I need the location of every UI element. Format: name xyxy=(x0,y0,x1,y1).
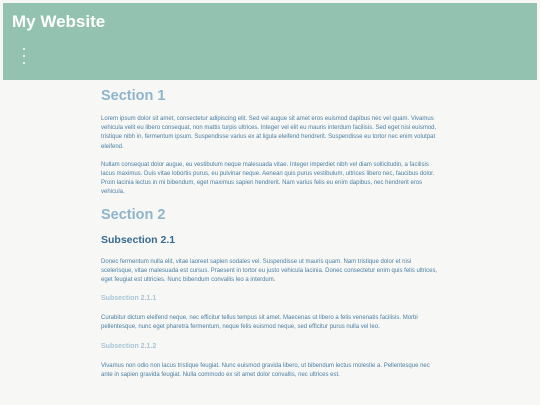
vertical-ellipsis-icon[interactable] xyxy=(21,48,27,68)
menu-dot xyxy=(23,48,25,50)
subsection-2-1-2-title: Subsection 2.1.2 xyxy=(101,342,157,350)
subsection-2-1-1-title: Subsection 2.1.1 xyxy=(101,295,157,303)
section-1 xyxy=(101,88,441,198)
main-content xyxy=(101,88,441,389)
site-title[interactable]: My Website xyxy=(12,12,106,31)
subsection-2-1-paragraph: Donec fermentum nulla elit, vitae laoreet sapien sodales vel. Suspendisse ut mauris quam. Nam tristique dolor et nisi scelerisque, vitae malesuada est cursus. Praesent in tortor eu justo vehicula lacinia. Donec consectetur enim quis felis ultrices, eget feugiat est ultricies. Nunc bibendum convallis leo a interdum. xyxy=(101,258,438,284)
site-header xyxy=(3,3,537,80)
section-1-title: Section 1 xyxy=(101,88,166,104)
subsection-2-1-2-paragraph: Vivamus non odio non lacus tristique feugiat. Nunc euismod gravida libero, ut bibendum lectus molestie a. Pellentesque nec ante in sapien gravida feugiat. Nulla commodo ex sit amet dolor convallis, nec ultrices est. xyxy=(101,362,430,378)
section-2 xyxy=(101,207,441,380)
subsection-2-1-1-paragraph: Curabitur dictum eleifend neque, nec efficitur tellus tempus sit amet. Maecenas ut libero a felis venenatis facilisis. Morbi pellentesque, nunc eget pharetra fermentum, neque felis euismod neque, sed efficitur purus nulla vel leo. xyxy=(101,315,418,331)
section-1-paragraph-1: Lorem ipsum dolor sit amet, consectetur adipiscing elit. Sed vel augue sit amet eros euismod dapibus nec vel quam. Vivamus vehicula velit eu libero consequat, non mattis turpis ultrices. Integer vel elit eu mauris interdum facilisis. Sed eget nisi euismod, tristique nibh in, fermentum ipsum. Suspendisse varius ex at ligula eleifend hendrerit. Suspendisse eu tortor nec enim volutpat eleifend. xyxy=(101,116,437,150)
menu-dot xyxy=(23,55,25,57)
section-2-title: Section 2 xyxy=(101,206,166,223)
section-1-paragraph-2: Nullam consequat dolor augue, eu vestibulum neque malesuada vitae. Integer imperdiet nibh vel diam sollicitudin, a facilisis lacus maximus. Duis vitae lobortis purus, eu pulvinar neque. Aenean quis purus vestibulum, ultrices libero nec, faucibus dolor. Proin lacinia lectus in mi bibendum, eget maximus sapien hendrerit. Nam varius felis eu enim dapibus, nec hendrerit eros vehicula. xyxy=(101,161,435,196)
subsection-2-1-title: Subsection 2.1 xyxy=(101,233,176,246)
menu-dot xyxy=(23,62,25,64)
